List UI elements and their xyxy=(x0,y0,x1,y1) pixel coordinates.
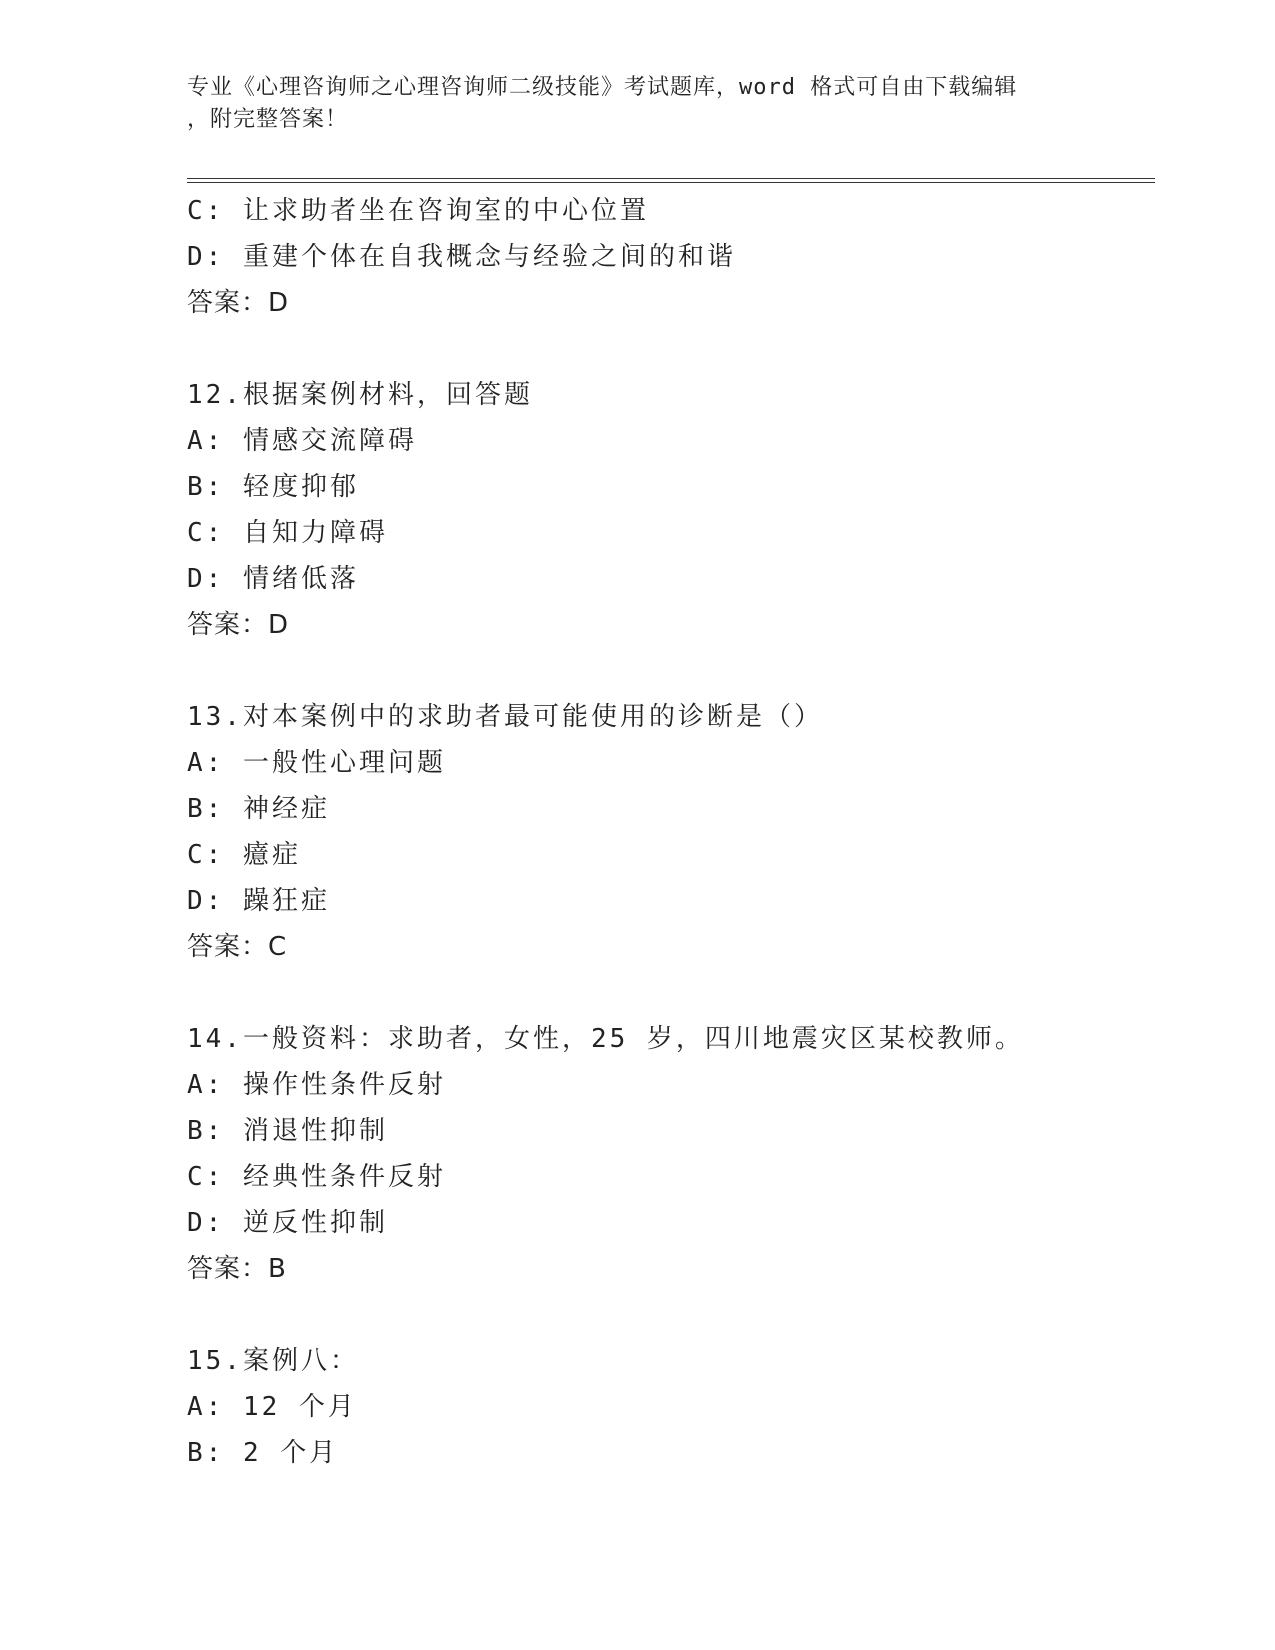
option-d: D: 躁狂症 xyxy=(187,886,330,916)
question-text: 14.一般资料：求助者，女性，25 岁，四川地震灾区某校教师。 xyxy=(187,1024,1024,1054)
header-line-2: ，附完整答案！ xyxy=(187,107,349,132)
question-text: 13.对本案例中的求助者最可能使用的诊断是（） xyxy=(187,702,823,732)
option-d: D: 重建个体在自我概念与经验之间的和谐 xyxy=(187,242,736,272)
question-13 xyxy=(187,694,1147,970)
answer: 答案：B xyxy=(187,1254,287,1284)
question-list xyxy=(187,188,1147,1476)
option-a: A: 情感交流障碍 xyxy=(187,426,417,456)
spacer xyxy=(187,648,1147,694)
option-c: C: 自知力障碍 xyxy=(187,518,388,548)
answer: 答案：C xyxy=(187,932,288,962)
option-c: C: 让求助者坐在咨询室的中心位置 xyxy=(187,196,649,226)
option-d: D: 情绪低落 xyxy=(187,564,359,594)
option-b: B: 2 个月 xyxy=(187,1438,339,1468)
header-divider-bottom xyxy=(187,182,1155,183)
question-15 xyxy=(187,1338,1147,1476)
option-c: C: 癔症 xyxy=(187,840,301,870)
answer: 答案：D xyxy=(187,288,290,318)
header-line-1: 专业《心理咨询师之心理咨询师二级技能》考试题库，word 格式可自由下载编辑 xyxy=(187,75,1018,100)
spacer xyxy=(187,326,1147,372)
option-a: A: 一般性心理问题 xyxy=(187,748,446,778)
question-11 xyxy=(187,188,1147,326)
option-b: B: 消退性抑制 xyxy=(187,1116,388,1146)
question-text: 12.根据案例材料，回答题 xyxy=(187,380,533,410)
option-b: B: 神经症 xyxy=(187,794,330,824)
option-d: D: 逆反性抑制 xyxy=(187,1208,388,1238)
header-divider-top xyxy=(187,178,1155,179)
question-text: 15.案例八： xyxy=(187,1346,359,1376)
document-header xyxy=(187,72,1087,136)
option-b: B: 轻度抑郁 xyxy=(187,472,359,502)
option-c: C: 经典性条件反射 xyxy=(187,1162,446,1192)
answer: 答案：D xyxy=(187,610,290,640)
option-a: A: 操作性条件反射 xyxy=(187,1070,446,1100)
spacer xyxy=(187,1292,1147,1338)
option-a: A: 12 个月 xyxy=(187,1392,357,1422)
question-12 xyxy=(187,372,1147,648)
spacer xyxy=(187,970,1147,1016)
question-14 xyxy=(187,1016,1147,1292)
